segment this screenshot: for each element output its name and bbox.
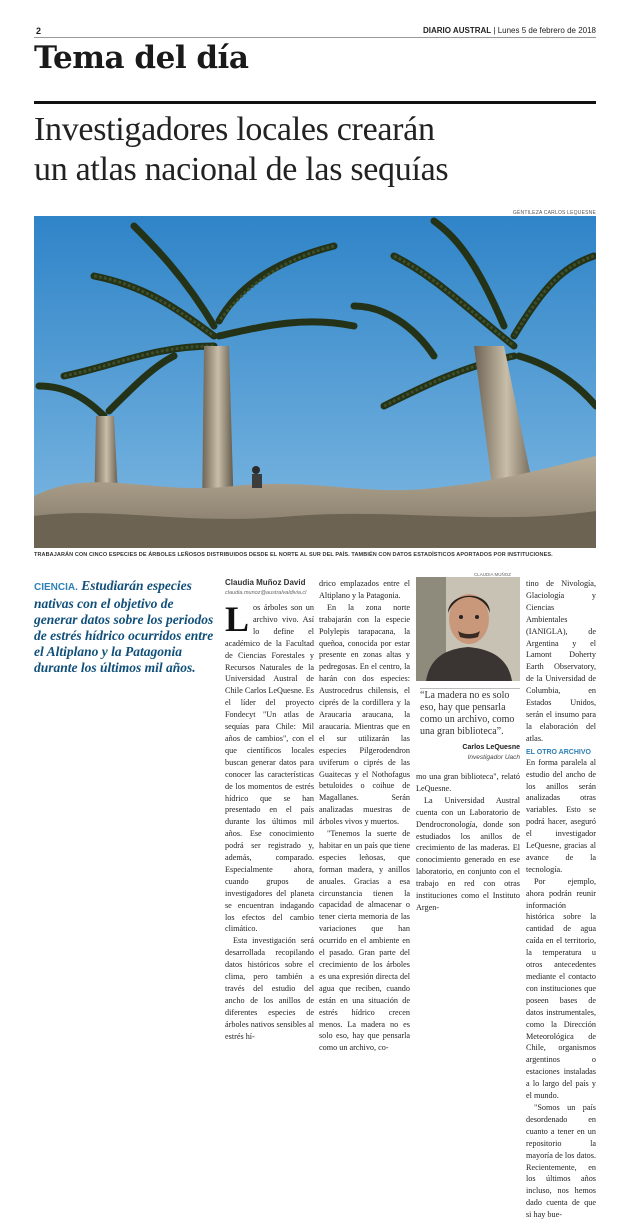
publication-name: DIARIO AUSTRAL xyxy=(423,26,492,35)
portrait-illustration xyxy=(416,577,520,681)
quote-author: Carlos LeQuesne xyxy=(462,744,520,751)
main-photo-araucaria-trees xyxy=(34,216,596,548)
author-email: claudia.munoz@australvaldivia.cl xyxy=(225,590,307,596)
portrait-carlos-lequesne xyxy=(416,577,520,681)
body-paragraph: "Somos un país desordenado en cuanto a tener en un repositorio la mayoría de los datos. Recientemente, en los últimos años incluso, nos hemos dado cuenta de que si hay bue- xyxy=(526,1102,596,1220)
body-paragraph: Por ejemplo, ahora podrán reunir información histórica sobre la cantidad de agua caída en el territorio, la temperatura u otros antecedentes mediante el contacto con instituciones que poseen bases de datos instrumentales, como la Dirección Meteorológica de Chile, organismos argentinos o estaciones instaladas a lo largo del país y el mundo. xyxy=(526,876,596,1101)
drop-cap: L xyxy=(225,599,250,639)
quote-divider xyxy=(420,688,520,689)
body-column-3 xyxy=(416,771,520,914)
body-paragraph: "Tenemos la suerte de habitar en un país que tiene especies leñosas, que forman madera, y anillos anuales. Gracias a esa circunstancia tienen la capacidad de almacenar o tener cierta memoria de las variaciones que han ocurrido en el ambiente en el pasado. Gran parte del crecimiento de los árboles es una expresión directa del agua que reciben, cuando están en una situación de estrés hídrico crecen menos. La madera no es solo eso, hay que pensarla como un archivo, co- xyxy=(319,829,410,1053)
publication-date: Lunes 5 de febrero de 2018 xyxy=(497,26,596,35)
headline-line-1: Investigadores locales crearán xyxy=(34,111,435,148)
body-column-1 xyxy=(225,599,314,1043)
photo-caption: TRABAJARÁN CON CINCO ESPECIES DE ÁRBOLES LEÑOSOS DISTRIBUIDOS DESDE EL NORTE AL SUR DEL PAÍS. TAMBIÉN CON DATOS ESTADÍSTICOS APORTADOS POR INSTITUCIONES. xyxy=(34,552,553,558)
body-paragraph: drico emplazados entre el Altiplano y la Patagonia. xyxy=(319,579,410,600)
body-paragraph xyxy=(225,599,314,935)
section-title: Tema del día xyxy=(34,40,249,76)
araucaria-photo-illustration xyxy=(34,216,596,548)
body-paragraph: La Universidad Austral cuenta con un Laboratorio de Dendrocronología, donde son estudiados los anillos de crecimiento de las maderas. El conocimiento generado en ese laboratorio, en conjunto con el trabajo en red con otras instituciones como el Instituto Argen- xyxy=(416,795,520,912)
masthead: DIARIO AUSTRAL | Lunes 5 de febrero de 2018 xyxy=(423,26,596,35)
body-column-2 xyxy=(319,578,410,1054)
portrait-credit: CLAUDIA MUÑOZ xyxy=(474,572,512,577)
lead-paragraph xyxy=(34,578,214,676)
body-text: os árboles son un archivo vivo. Así lo define el académico de la Facultad de Ciencias Forestales y Recursos Naturales de la Universidad Austral de Chile Carlos LeQuesne. Es el líder del proyecto Fondecyt "Un atlas de sequías para Chile: Mil años de cambios", con el que científicos locales buscan generar datos para conocer las características de los momentos de estrés hídrico que se han presentado en el país durante los últimos mil años. Ese conocimiento podrá ser registrado y, además, comparado. Especialmente ahora, cuando grupos de investigadores del planeta se encuentran indagando los efectos del cambio climático. xyxy=(225,603,314,934)
body-paragraph: mo una gran biblioteca", relató LeQuesne. xyxy=(416,772,520,793)
body-paragraph: En forma paralela al estudio del ancho de los anillos serán analizadas otras variables. Esto se podrá hacer, aseguró el investigador LeQuesne, gracias al avance de la tecnología. xyxy=(526,757,596,874)
body-paragraph: tino de Nivología, Glaciología y Ciencias Ambientales (IANIGLA), de Argentina y el Lamont Doherty Earth Observatory, de la Universidad de Columbia, en Estados Unidos, serán el insumo para la elaboración del atlas. xyxy=(526,579,596,743)
pull-quote: “La madera no es solo eso, hay que pensarla como un archivo, como una gran biblioteca”. xyxy=(420,690,515,737)
page-number: 2 xyxy=(36,26,42,36)
photo-credit: GENTILEZA CARLOS LEQUESNE xyxy=(512,210,596,216)
section-rule xyxy=(34,101,596,104)
top-divider xyxy=(34,37,596,38)
headline xyxy=(34,110,614,190)
headline-line-2: un atlas nacional de las sequías xyxy=(34,151,449,188)
byline: Claudia Muñoz David xyxy=(225,578,306,587)
body-paragraph: En la zona norte trabajarán con la especie Polylepis tarapacana, la queñoa, conocida por estar presente en zonas altas y pedregosas. En el centro, la harán con dos especies: Austrocedrus chilensis, el ciprés de la cordillera y la Araucaria araucana, la araucaria. Mientras que en el sur utilizarán las especies Pilgerodendron uviferum o ciprés de las Guaitecas y el Nothofagus betuloides o coihue de Magallanes. Serán analizadas muestras de árboles vivos y muertos. xyxy=(319,602,410,827)
lead-text: Estudiarán especies nativas con el objetivo de generar datos sobre los periodos de estrés hídrico ocurridos entre el Altiplano y la Patagonia durante los últimos mil años. xyxy=(34,578,214,675)
quote-author-role: Investigador Uach xyxy=(467,754,520,761)
subhead: EL OTRO ARCHIVO xyxy=(526,748,591,756)
body-paragraph: Esta investigación será desarrollada recopilando datos históricos sobre el clima, pero también a través del estudio del ancho de los anillos de diferentes especies de árboles nativos sensibles al estrés hí- xyxy=(225,936,314,1041)
kicker: CIENCIA. xyxy=(34,582,78,593)
